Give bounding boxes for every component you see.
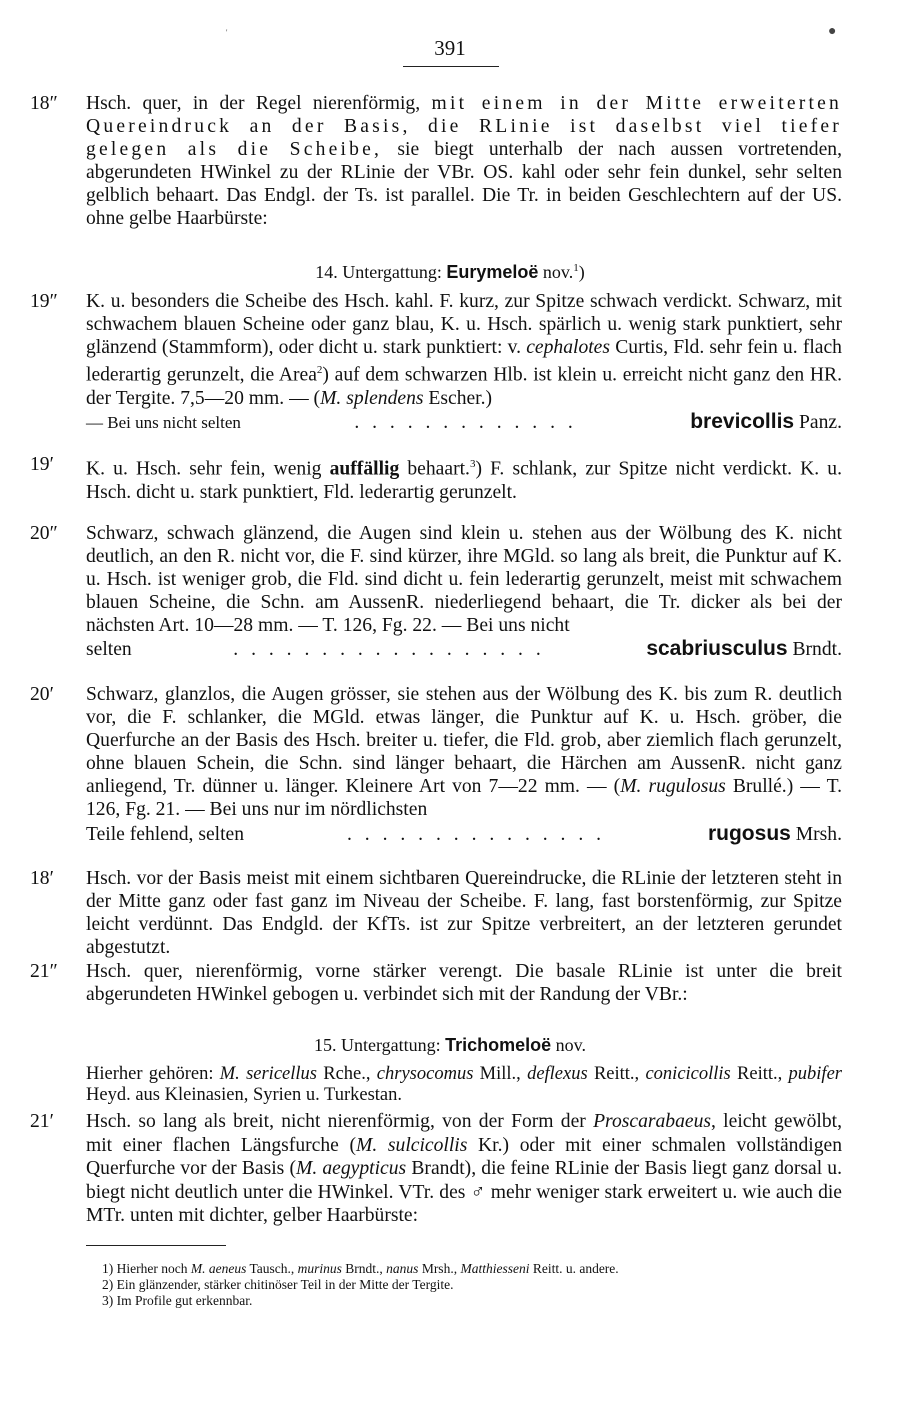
subgenus-name: Trichomeloë: [445, 1035, 552, 1055]
key-entry-20b: [30, 683, 842, 846]
leader-dots: . . . . . . . . . . . . . . . . . .: [233, 639, 545, 661]
entry-text: Schwarz, schwach glänzend, die Augen sind klein u. stehen aus der Wölbung des K. nicht deutlich, an den R. nicht vor, die F. sind kürzer, ihre MGld. so lang als breit, die Punktur auf K. u. Hsch. ist weniger grob, die Fld. sind dicht u. fein lederartig gerunzelt, meist mit schwachem blauen Scheine, die Schn. am AussenR. niederliegend behaart, die Tr. dicker als bei der nächsten Art. 10—28 mm. — T. 126, Fg. 22. — Bei uns nicht: [86, 523, 842, 637]
footnote-1: 1) Hierher noch M. aeneus Tausch., murinus Brndt., nanus Mrsh., Matthiesseni Reitt. u. andere.: [102, 1261, 619, 1276]
ink-speck: ●: [828, 24, 837, 39]
entry-text: K. u. Hsch. sehr fein, wenig auffällig behaart.$^3$) F. schlank, zur Spitze nicht verdickt. K. u. Hsch. dicht u. stark punktiert, Fld. lederartig gerunzelt.: [86, 458, 842, 503]
entry-text: K. u. besonders die Scheibe des Hsch. kahl. F. kurz, zur Spitze schwach verdickt. Schwarz, mit schwachem blauen Scheine oder ganz blau, K. u. Hsch. spärlich u. wenig stark punktiert, sehr glänzend (Stammform), oder dicht u. stark punktiert: v. cephalotes Curtis, Fld. sehr fein u. flach lederartig gerunzelt, die Area$^2$) auf dem schwarzen Hlb. ist klein u. erreicht nicht ganz den HR. der Tergite. 7,5—20 mm. — (M. splendens Escher.): [86, 291, 842, 409]
leader-dots: . . . . . . . . . . . . . . .: [346, 823, 606, 845]
footnote-3: 3) Im Profile gut erkennbar.: [102, 1293, 253, 1308]
species-line: selten . . . . . . . . . . . . . . . . . . scabriusculus Brndt.: [86, 637, 842, 661]
entry-number: 20′: [30, 684, 54, 705]
key-entry-19b: [30, 453, 842, 504]
footnote-ref: 1: [573, 262, 579, 274]
entry-number: 21″: [30, 961, 58, 982]
subgenus-heading-15: 15. Untergattung: Trichomeloë nov.: [313, 1035, 587, 1055]
footnote-ref: 2: [316, 364, 323, 377]
entry-number: 19″: [30, 291, 58, 312]
header-rule: [403, 66, 499, 67]
key-entry-20a: [30, 522, 842, 662]
entry-number: 21′: [30, 1111, 54, 1132]
species-name: scabriusculus: [646, 637, 788, 661]
key-entry-18b: [30, 867, 842, 959]
male-symbol: ♂: [470, 1181, 486, 1203]
entry-text: Hsch. so lang als breit, nicht nierenförmig, von der Form der Proscarabaeus, leicht gewölbt, mit einer flachen Längsfurche (M. sulcicollis Kr.) oder mit einer schmalen vollständigen Querfurche vor der Basis (M. aegypticus Brandt), die feine RLinie der Basis liegt ganz dorsal u. biegt nicht deutlich unter die HWinkel. VTr. des ♂ mehr weniger stark erweitert u. wie auch die MTr. unten mit dichter, gelber Haarbürste:: [86, 1111, 843, 1227]
included-species-paragraph: Hierher gehören: M. sericellus Rche., chrysocomus Mill., deflexus Reitt., conicicollis Reitt., pubifer Heyd. aus Kleinasien, Syrien u. Turkestan.: [86, 1064, 842, 1105]
leader-dots: . . . . . . . . . . . . .: [354, 412, 577, 433]
entry-number: 18″: [30, 93, 58, 114]
footnote-ref: 3: [469, 458, 476, 470]
entry-number: 20″: [30, 523, 58, 544]
key-entry-19a: [30, 290, 842, 434]
subgenus-name: Eurymeloë: [446, 262, 539, 282]
key-entry-21b: [30, 1110, 842, 1228]
species-line: Teile fehlend, selten . . . . . . . . . . . . . . . rugosus Mrsh.: [86, 821, 842, 845]
footnote-2: 2) Ein glänzender, stärker chitinöser Teil in der Mitte der Tergite.: [102, 1277, 454, 1292]
page-number: 391: [434, 36, 466, 60]
species-line: — Bei uns nicht selten . . . . . . . . . . . . . brevicollis Panz.: [86, 410, 842, 433]
key-entry-18a: [30, 92, 842, 231]
entry-text: Hsch. vor der Basis meist mit einem sichtbaren Quereindrucke, die RLinie der letzteren steht in der Mitte ganz oder fast ganz im Niveau der Scheibe. F. lang, fast borstenförmig, zur Spitze leicht verdünnt. Das Endgld. der KfTs. ist zur Spitze verbreitert, an der letzteren gerundet abgestutzt.: [86, 868, 842, 959]
key-entry-21a: [30, 960, 842, 1006]
species-name: brevicollis: [690, 410, 795, 433]
entry-text: Hsch. quer, in der Regel nierenförmig, mit einem in der Mitte erweiterten Quereindruck an der Basis, die RLinie ist daselbst viel tiefer gelegen als die Scheibe, sie biegt unterhalb der nach aussen vortretenden, abgerundeten HWinkel zu der RLinie der VBr. OS. kahl oder sehr fein dunkel, sehr selten gelblich behaart. Das Endgl. der Ts. ist parallel. Die Tr. in beiden Geschlechtern auf der US. ohne gelbe Haarbürste:: [86, 93, 842, 230]
species-name: rugosus: [707, 821, 791, 845]
spaced-emphasis: mit einem in der Mitte erweiterten Quereindruck an der Basis, die RLinie ist daselbst viel tiefer gelegen als die Scheibe,: [86, 93, 842, 161]
entry-number: 19′: [30, 454, 54, 475]
entry-text: Schwarz, glanzlos, die Augen grösser, sie stehen aus der Wölbung des K. bis zum R. deutlich vor, die F. schlanker, die MGld. etwas länger, die Punktur auf K. u. Hsch. gröber, die Querfurche an der Basis des Hsch. breiter u. tiefer, die Fld. grob, aber ziemlich flach gerunzelt, ohne blauen Schein, die Schn. sind länger behaart, die Härchen am AussenR. nicht ganz anliegend, Tr. dünner u. länger. Kleinere Art von 7—22 mm. — (M. rugulosus Brullé.) — T. 126, Fg. 21. — Bei uns nur im nördlichsten: [86, 684, 842, 821]
ink-speck: ': [226, 28, 228, 37]
entry-number: 18′: [30, 868, 54, 889]
footnote-rule: [86, 1245, 226, 1246]
entry-text: Hsch. quer, nierenförmig, vorne stärker verengt. Die basale RLinie ist unter die breit abgerundeten HWinkel gebogen u. verbindet sich mit der Randung der VBr.:: [86, 961, 842, 1006]
subgenus-heading-14: 14. Untergattung: Eurymeloë nov.$^1$): [315, 262, 585, 282]
